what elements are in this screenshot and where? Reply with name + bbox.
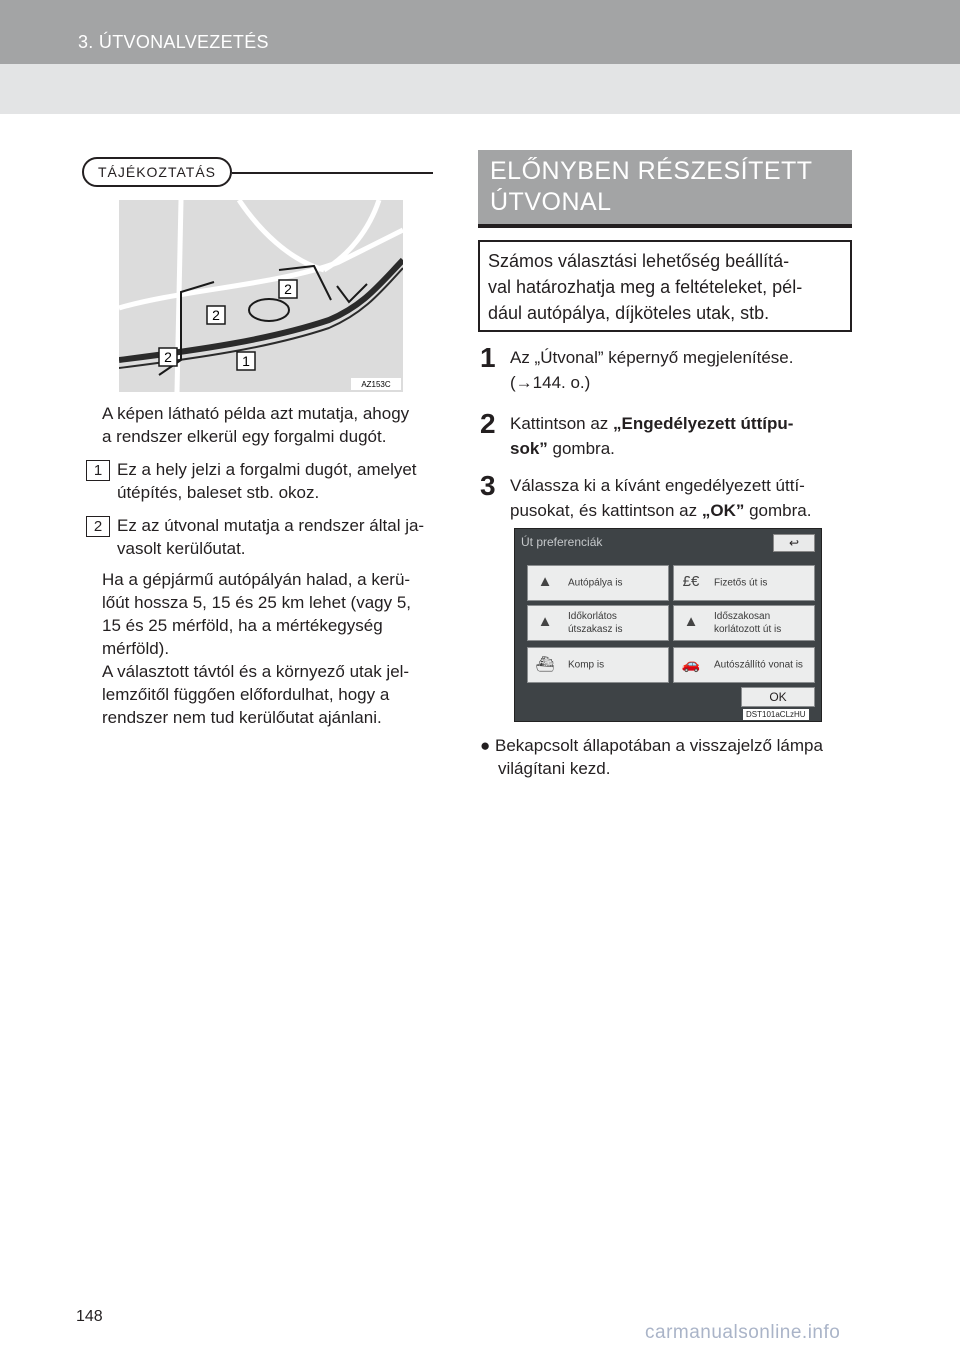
- map-label-2c: 2: [284, 281, 292, 297]
- step1-number: 1: [480, 342, 496, 373]
- paragraph-detour-availability: A választott távtól és a környező utak jel- lemzőitől függően előfordulhat, hogy a rendszer nem tud kerülőutat ajánlani.: [102, 662, 410, 727]
- item2-number: 2: [86, 516, 110, 537]
- ferry-icon: ⛴: [535, 656, 555, 673]
- back-button[interactable]: ↩: [773, 534, 815, 552]
- ok-button[interactable]: OK: [741, 687, 815, 707]
- chapter-title: 3. ÚTVONALVEZETÉS: [78, 32, 269, 52]
- map-label-2b: 2: [212, 307, 220, 323]
- step2-text: Kattintson az „Engedélyezett úttípu- sok” gombra.: [510, 414, 794, 458]
- intro-box: Számos választási lehetőség beállítá- val határozhatja meg a feltételeket, pél- dául autópálya, díjköteles utak, stb.: [478, 240, 852, 332]
- map-figure-code: AZ153C: [361, 380, 391, 389]
- section-title-underline: [478, 224, 852, 228]
- screen-title: Út preferenciák: [521, 535, 603, 549]
- route-preferences-screen: [514, 528, 822, 722]
- car-train-icon: 🚗: [681, 656, 701, 673]
- motorway-icon: ▲: [537, 573, 553, 590]
- time-restricted-icon: ▲: [537, 613, 553, 630]
- step1-text: Az „Útvonal” képernyő megjelenítése. (→144. o.): [510, 348, 794, 392]
- map-label-2a: 2: [164, 349, 172, 365]
- info-divider: [232, 172, 433, 174]
- bullet-note: ● Bekapcsolt állapotában a visszajelző lámpa világítani kezd.: [480, 736, 823, 778]
- seasonal-restricted-button[interactable]: ▲ Időszakosan korlátozott út is: [673, 605, 815, 641]
- bullet-icon: ●: [480, 736, 491, 755]
- step3-text: Válassza ki a kívánt engedélyezett úttí- pusokat, és kattintson az „OK” gombra.: [510, 476, 812, 520]
- header-bar: [0, 0, 960, 64]
- section-title: ELŐNYBEN RÉSZESÍTETT ÚTVONAL: [478, 150, 852, 228]
- page-number: 148: [76, 1308, 103, 1325]
- toll-road-button[interactable]: £€ Fizetős út is: [673, 565, 815, 601]
- toll-icon: £€: [682, 573, 700, 590]
- info-label: TÁJÉKOZTATÁS: [82, 157, 232, 187]
- time-restricted-button[interactable]: ▲ Időkorlátos útszakasz is: [527, 605, 669, 641]
- traffic-map-figure: [119, 200, 403, 392]
- item1-text: Ez a hely jelzi a forgalmi dugót, amelyet útépítés, baleset stb. okoz.: [117, 460, 417, 502]
- step3-number: 3: [480, 470, 496, 501]
- map-caption: A képen látható példa azt mutatja, ahogy a rendszer elkerül egy forgalmi dugót.: [102, 404, 410, 446]
- item2-text: Ez az útvonal mutatja a rendszer által ja- vasolt kerülőutat.: [117, 516, 425, 558]
- ferry-button[interactable]: ⛴ Komp is: [527, 647, 669, 683]
- seasonal-restricted-icon: ▲: [683, 613, 699, 630]
- motorway-button[interactable]: ▲ Autópálya is: [527, 565, 669, 601]
- paragraph-detour-length: Ha a gépjármű autópályán halad, a kerü- lőút hossza 5, 15 és 25 km lehet (vagy 5, 15 és 25 mérföld, ha a mértékegység mérföld).: [102, 570, 412, 658]
- step2-number: 2: [480, 408, 496, 439]
- item1-number: 1: [86, 460, 110, 481]
- watermark: carmanualsonline.info: [645, 1322, 841, 1343]
- header-band: [0, 64, 960, 114]
- screen-figure-code: DST101aCLzHU: [743, 709, 809, 720]
- car-train-button[interactable]: 🚗 Autószállító vonat is: [673, 647, 815, 683]
- map-label-1: 1: [242, 353, 250, 369]
